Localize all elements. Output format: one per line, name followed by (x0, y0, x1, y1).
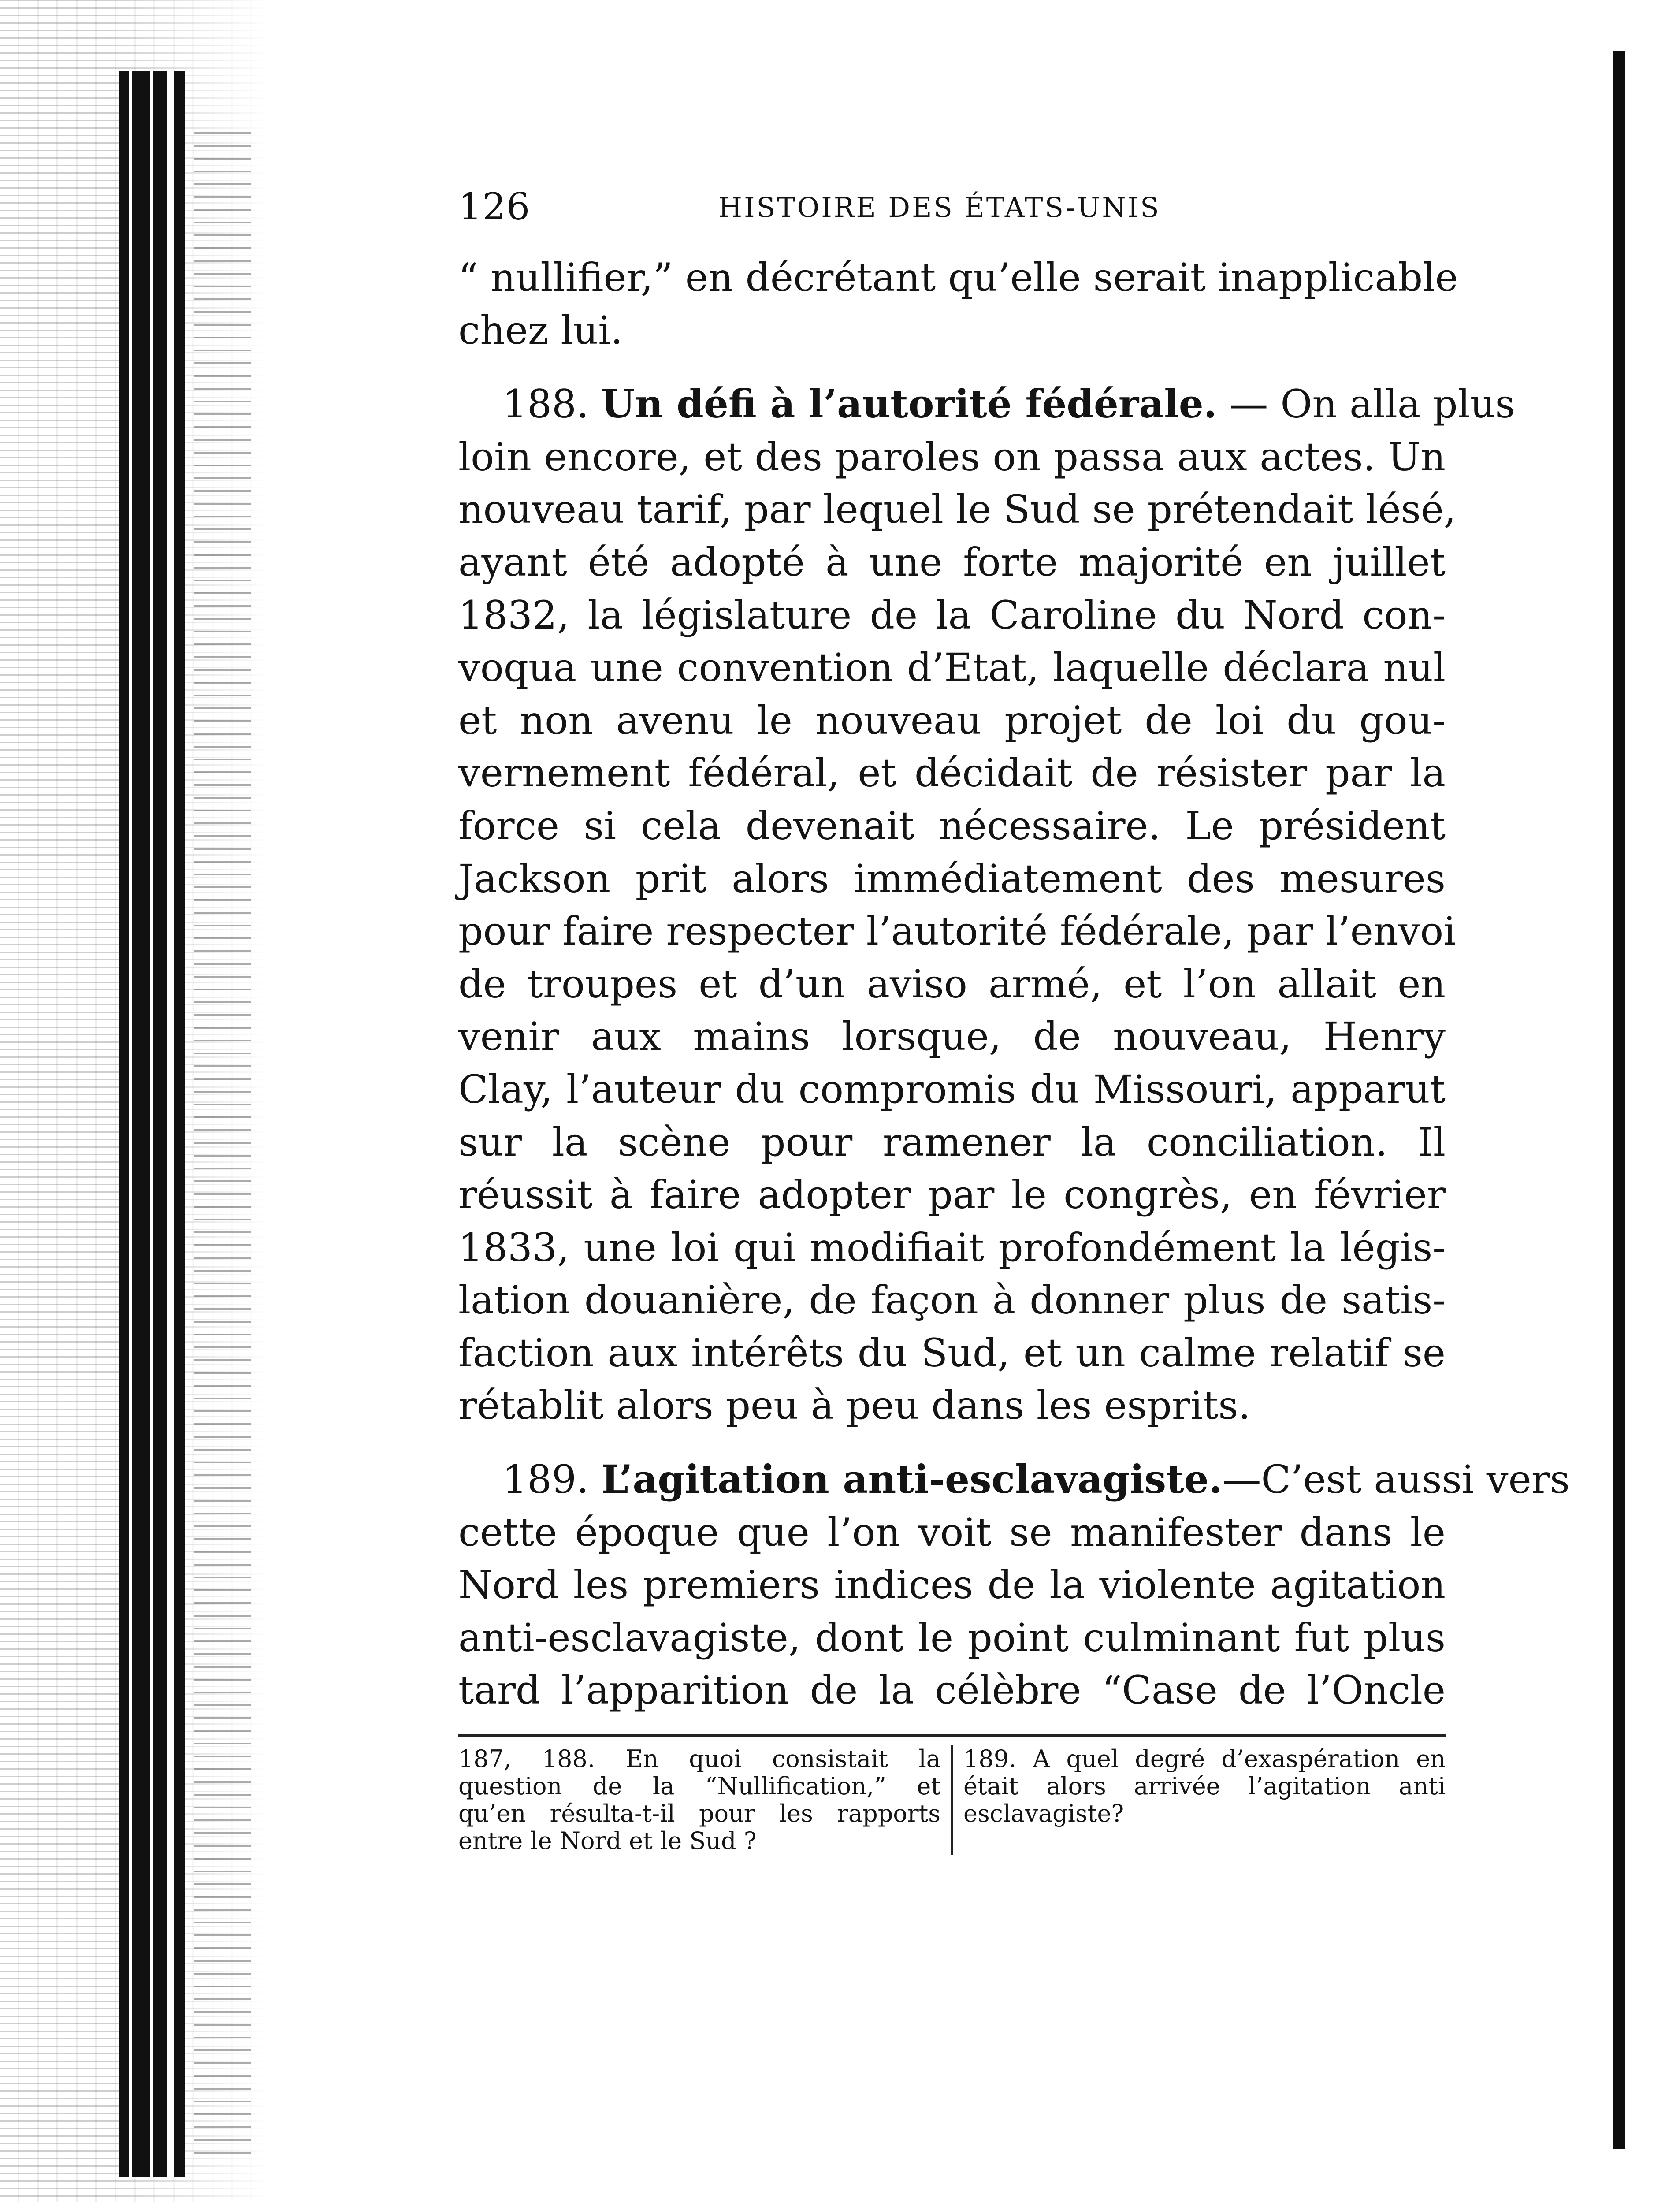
footnote-rule (458, 1734, 1446, 1737)
footnotes (458, 1745, 1446, 1855)
text-line: Clay, l’auteur du compromis du Missouri, apparut (458, 1066, 1446, 1112)
text-line: lation douanière, de façon à donner plus de satis- (458, 1277, 1446, 1323)
paragraph-first-line (458, 1453, 1570, 1506)
text-line: “ nullifier,” en décrétant qu’elle serait inapplicable (458, 255, 1458, 300)
text-line: loin encore, et des paroles on passa aux actes. Un (458, 434, 1446, 480)
paragraph-heading: L’agitation anti-esclavagiste. (601, 1456, 1223, 1503)
text-line: ayant été adopté à une forte majorité en juillet (458, 539, 1446, 585)
paragraph-number: 189. (502, 1457, 589, 1503)
text-line: cette époque que l’on voit se manifester dans le (458, 1509, 1446, 1555)
text-line: force si cela devenait nécessaire. Le président (458, 803, 1446, 848)
running-head: HISTOIRE DES ÉTATS-UNIS (718, 191, 1161, 223)
paragraph-text: —C’est aussi vers (1222, 1457, 1570, 1503)
footnote-line: entre le Nord et le Sud ? (458, 1827, 757, 1855)
page-number: 126 (458, 185, 531, 228)
text-line: réussit à faire adopter par le congrès, en février (458, 1172, 1446, 1218)
text-line: pour faire respecter l’autorité fédérale, par l’envoi (458, 908, 1456, 954)
text-line: rétablit alors peu à peu dans les esprits. (458, 1383, 1251, 1428)
text-line: nouveau tarif, par lequel le Sud se prétendait lésé, (458, 487, 1456, 532)
footnote-right (951, 1745, 1446, 1855)
paragraph-heading: Un défi à l’autorité fédérale. (601, 381, 1217, 427)
paragraph-number: 188. (502, 381, 589, 427)
scan-gutter-noise (194, 132, 251, 2160)
text-line: Jackson prit alors immédiatement des mesures (458, 856, 1446, 901)
page-edge-shadow (1613, 51, 1625, 2149)
book-binding-shadow (119, 71, 185, 2177)
footnote-line: question de la “Nullification,” et (458, 1772, 940, 1800)
footnote-line: qu’en résulta-t-il pour les rapports (458, 1800, 940, 1828)
footnote-line: 187, 188. En quoi consistait la (458, 1745, 940, 1773)
paragraph-text: — On alla plus (1229, 381, 1515, 427)
text-line: de troupes et d’un aviso armé, et l’on allait en (458, 961, 1446, 1007)
footnote-left (458, 1745, 951, 1855)
text-line: 1832, la législature de la Caroline du Nord con- (458, 592, 1446, 638)
text-line: tard l’apparition de la célèbre “Case de l’Oncle (458, 1667, 1446, 1713)
text-line: sur la scène pour ramener la conciliation. Il (458, 1119, 1446, 1165)
text-line: chez lui. (458, 307, 623, 353)
text-line: 1833, une loi qui modifiait profondément la légis- (458, 1224, 1446, 1270)
footnote-line: esclavagiste? (963, 1800, 1124, 1828)
text-line: Nord les premiers indices de la violente agitation (458, 1562, 1446, 1608)
text-line: et non avenu le nouveau projet de loi du gou- (458, 697, 1446, 743)
body-text (458, 251, 1570, 1717)
text-line: anti-esclavagiste, dont le point culminant fut plus (458, 1614, 1446, 1660)
footnote-line: était alors arrivée l’agitation anti (963, 1772, 1446, 1800)
book-page (458, 185, 1570, 1855)
paragraph-continuation (458, 251, 1458, 357)
text-line: venir aux mains lorsque, de nouveau, Henry (458, 1014, 1446, 1060)
paragraph-188 (458, 378, 1515, 1432)
text-line: voqua une convention d’Etat, laquelle déclara nul (458, 645, 1446, 691)
footnote-line: 189. A quel degré d’exaspération en (963, 1745, 1446, 1773)
text-line: faction aux intérêts du Sud, et un calme relatif se (458, 1330, 1446, 1376)
paragraph-first-line (458, 378, 1515, 431)
page-header (458, 185, 1446, 238)
paragraph-189 (458, 1453, 1570, 1717)
text-line: vernement fédéral, et décidait de résister par la (458, 750, 1446, 796)
